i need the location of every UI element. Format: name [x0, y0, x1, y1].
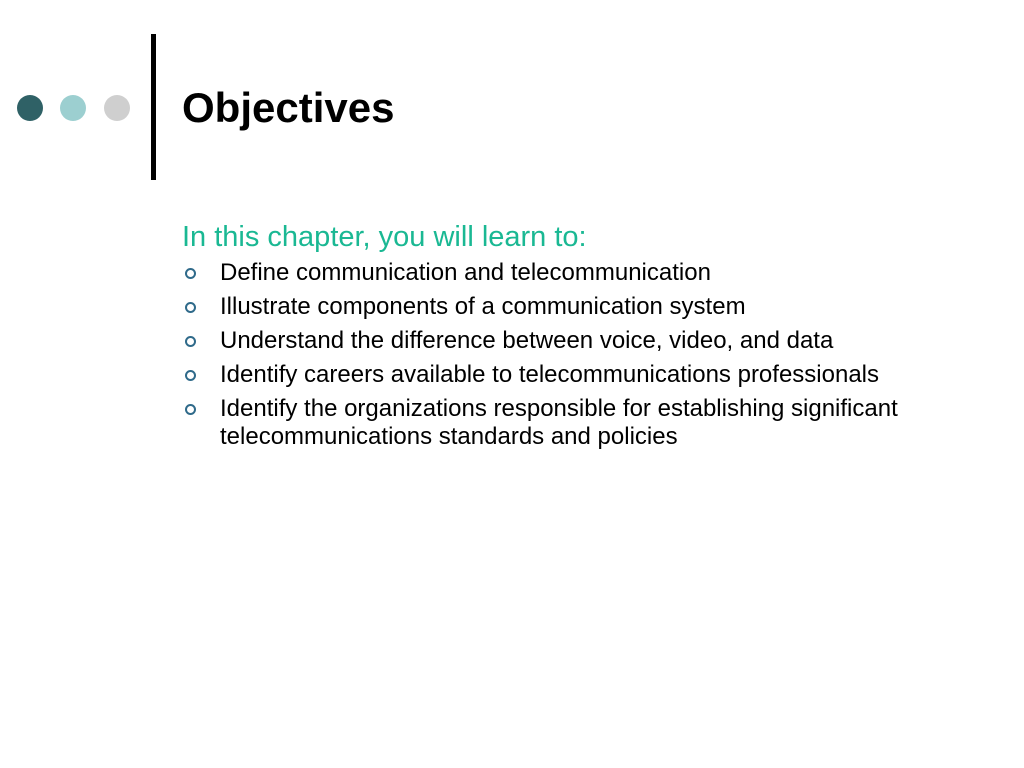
list-item-text: Define communication and telecommunication	[220, 259, 711, 286]
list-item	[182, 327, 942, 355]
ring-bullet-icon	[185, 370, 196, 381]
decor-dot-light-icon	[60, 95, 86, 121]
list-item	[182, 395, 942, 451]
decor-dot-dark-icon	[17, 95, 43, 121]
list-item	[182, 293, 942, 321]
list-item-text: Identify the organizations responsible for establishing significant telecommunications standards and policies	[220, 395, 898, 450]
list-item	[182, 259, 942, 287]
ring-bullet-icon	[185, 336, 196, 347]
slide-subtitle: In this chapter, you will learn to:	[182, 221, 587, 253]
list-item-text: Understand the difference between voice, video, and data	[220, 327, 834, 354]
objectives-list	[182, 259, 942, 457]
ring-bullet-icon	[185, 404, 196, 415]
ring-bullet-icon	[185, 302, 196, 313]
list-item-text: Illustrate components of a communication system	[220, 293, 746, 320]
list-item-text: Identify careers available to telecommunications professionals	[220, 361, 880, 388]
title-divider	[151, 34, 156, 180]
slide-title: Objectives	[182, 84, 395, 131]
ring-bullet-icon	[185, 268, 196, 279]
list-item	[182, 361, 942, 389]
decor-dot-gray-icon	[104, 95, 130, 121]
